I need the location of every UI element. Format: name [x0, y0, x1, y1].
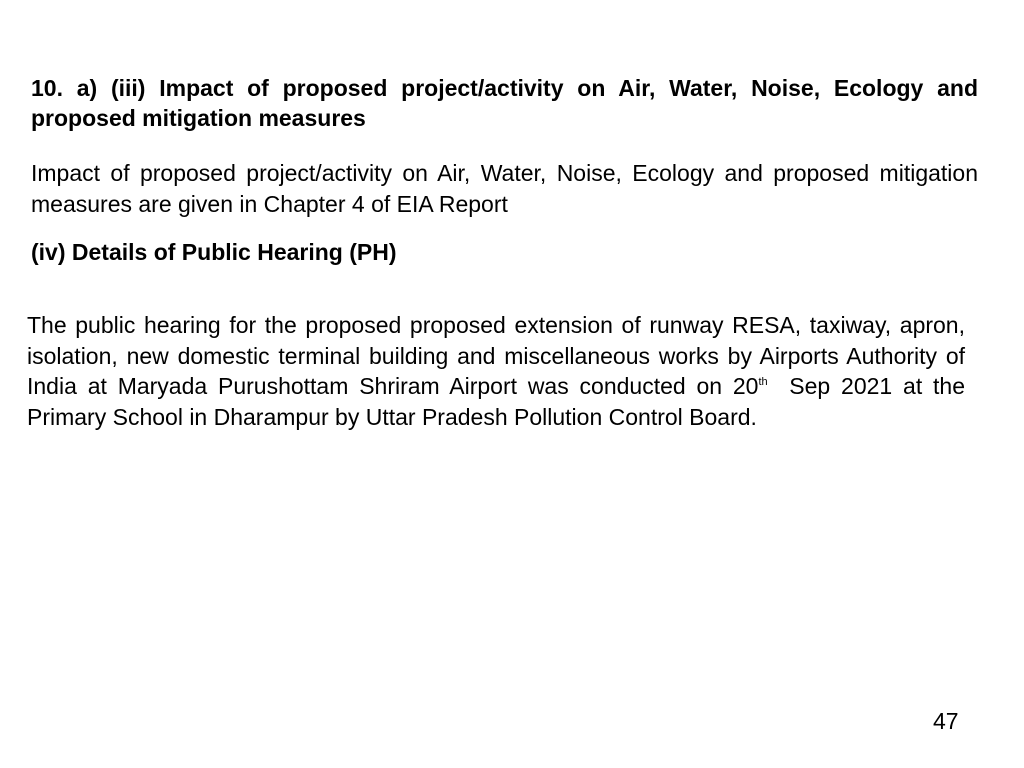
date-ordinal-suffix: th — [758, 376, 768, 388]
page-number: 47 — [933, 708, 959, 734]
public-hearing-heading: (iv) Details of Public Hearing (PH) — [31, 239, 397, 265]
section-heading: 10. a) (iii) Impact of proposed project/activity on Air, Water, Noise, Ecology and proposed mitigation measures — [31, 75, 978, 131]
public-hearing-text-before-date: The public hearing for the proposed proposed extension of runway RESA, taxiway, apron, isolation, new domestic terminal building and miscellaneous works by Airports Authority of India at Maryada Purushottam Shriram Airport was conducted on 20 — [27, 312, 965, 399]
public-hearing-paragraph — [27, 310, 972, 432]
impact-paragraph: Impact of proposed project/activity on Air, Water, Noise, Ecology and proposed mitigation measures are given in Chapter 4 of EIA Report — [31, 160, 978, 217]
public-hearing-text-after-date: Sep 2021 at the Primary School in Dharampur by Uttar Pradesh Pollution Control Board. — [27, 373, 972, 430]
